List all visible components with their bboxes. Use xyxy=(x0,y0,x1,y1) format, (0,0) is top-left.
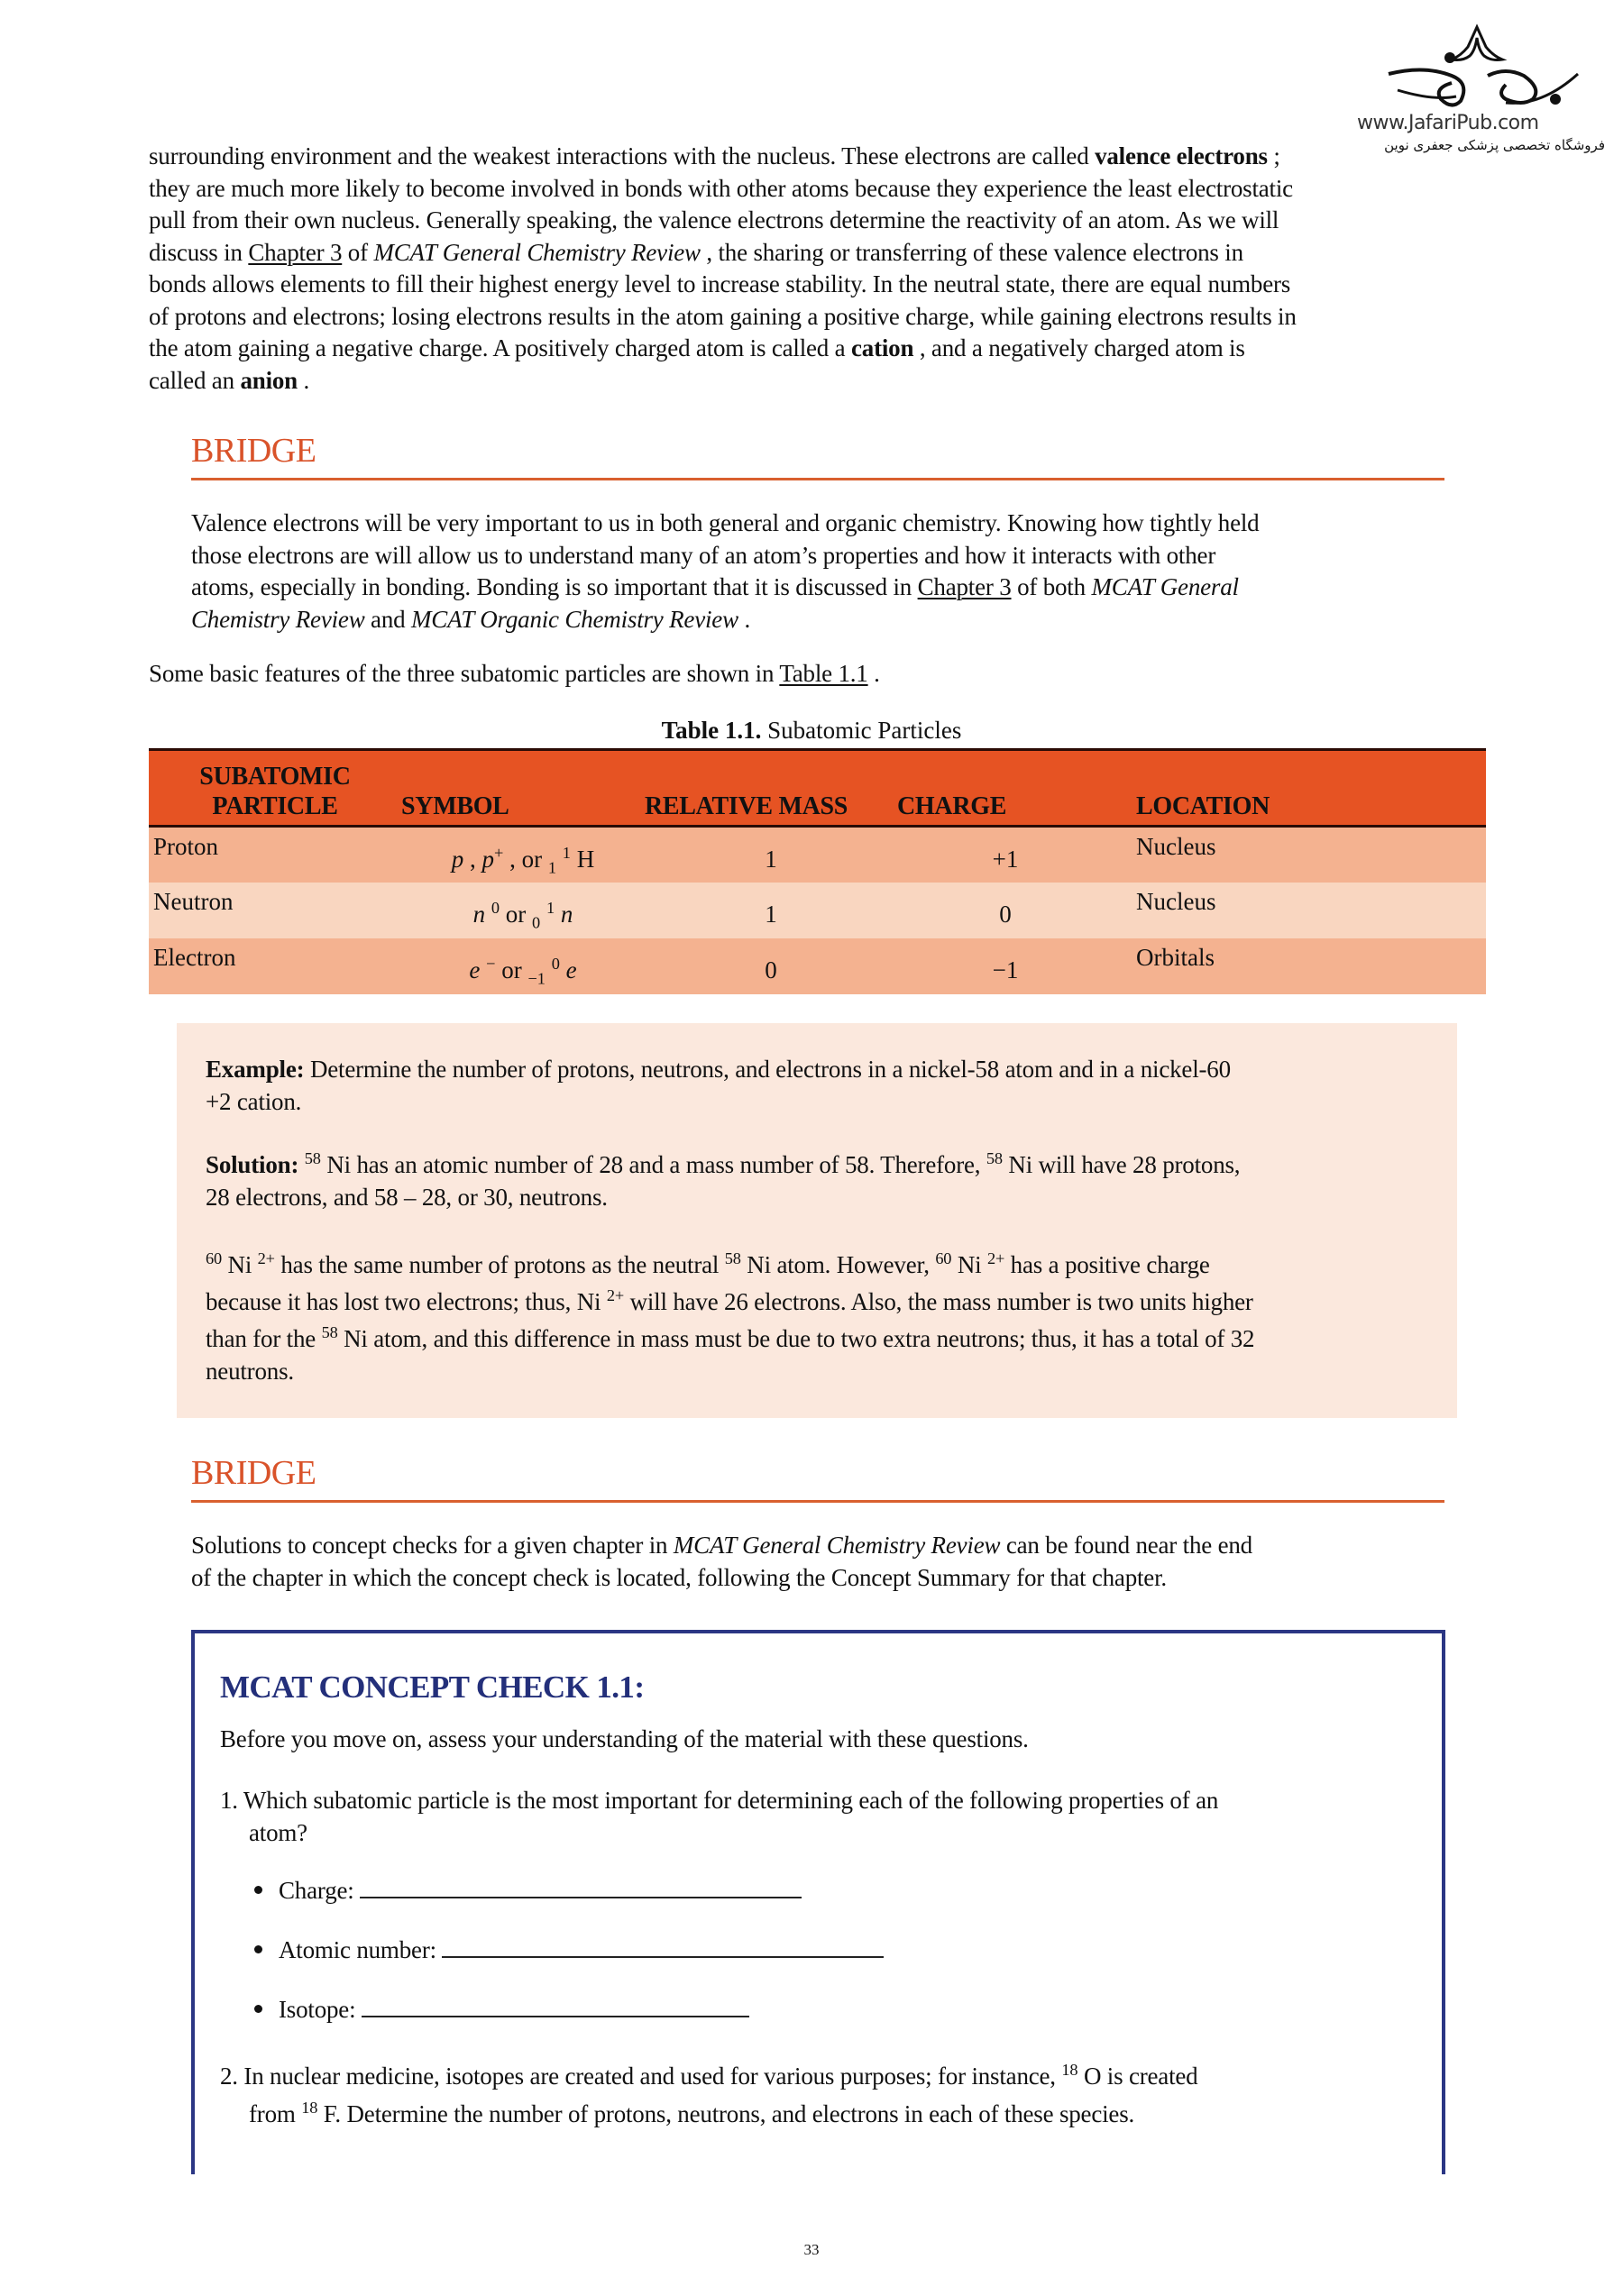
table-row xyxy=(149,883,1486,938)
cell-symbol: n $^0$ or $_0$ $^1$ n xyxy=(472,898,573,931)
question-1: 1. Which subatomic particle is the most important for determining each of the following properties of an atom? xyxy=(220,1787,1219,1846)
table-1-1-link[interactable]: Table 1.1 xyxy=(779,660,868,687)
chapter-3-link[interactable]: Chapter 3 xyxy=(248,238,343,266)
chapter-3-link[interactable]: Chapter 3 xyxy=(917,573,1012,600)
bridge-title: BRIDGE xyxy=(191,432,316,470)
bullet-icon xyxy=(254,1945,262,1953)
book-title: MCAT General Chemistry Review xyxy=(373,238,701,266)
bullet-icon xyxy=(254,2005,262,2013)
cell-location: Nucleus xyxy=(1136,887,1216,915)
header-relative-mass: RELATIVE MASS xyxy=(645,792,848,820)
atomic-number-answer-blank[interactable] xyxy=(442,1931,884,1958)
intro-paragraph: surrounding environment and the weakest interactions with the nucleus. These electrons are called valence electrons ; they are much more likely to become involved in bonds with other atoms because they experience the least electrostatic pull from their own nucleus. Generally speaking, the valence electrons determine the reactivity of an atom. As we will discuss in Chapter 3 of MCAT General Chemistry Review , the sharing or transferring of these valence electrons in bonds allows elements to fill their highest energy level to increase stability. In the neutral state, there are equal numbers of protons and electrons; losing electrons results in the atom gaining a positive charge, while gaining electrons results in the atom gaining a negative charge. A positively charged atom is called a cation , and a negatively charged atom is called an anion . xyxy=(149,142,1297,394)
example-question: Example: Determine the number of protons, neutrons, and electrons in a nickel-58 atom and in a nickel-60 +2 cation. xyxy=(206,1056,1231,1115)
bridge-sidebar-2 xyxy=(191,1453,1444,1594)
bullet-icon xyxy=(254,1886,262,1894)
table-caption: Table 1.1. Subatomic Particles xyxy=(661,717,962,744)
table-row xyxy=(149,827,1486,883)
cell-particle: Electron xyxy=(153,943,236,971)
example-solution: Solution: $^{58}$ Ni has an atomic number of 28 and a mass number of 58. Therefore, $^{58}$ Ni will have 28 protons, 28 electrons, and 58 – 28, or 30, neutrons. xyxy=(206,1149,1241,1211)
header-location: LOCATION xyxy=(1136,792,1270,820)
term-anion: anion xyxy=(240,366,298,394)
table-header-row xyxy=(149,750,1486,827)
cell-mass: 1 xyxy=(765,846,777,873)
header-charge: CHARGE xyxy=(897,792,1007,820)
concept-check-intro: Before you move on, assess your understanding of the material with these questions. xyxy=(220,1725,1029,1752)
page-number: 33 xyxy=(803,2241,820,2258)
cell-particle: Neutron xyxy=(153,887,234,915)
term-valence-electrons: valence electrons xyxy=(1095,142,1268,169)
bridge-divider xyxy=(191,1500,1444,1503)
watermark-persian-text: فروشگاه تخصصی پزشکی جعفری نوین xyxy=(1384,137,1605,153)
table-row xyxy=(149,938,1486,994)
bridge-sidebar-1 xyxy=(191,431,1444,636)
cell-location: Orbitals xyxy=(1136,943,1215,971)
table-intro-text: Some basic features of the three subatomic particles are shown in Table 1.1 . xyxy=(149,660,880,687)
cell-charge: 0 xyxy=(999,900,1012,928)
cell-charge: +1 xyxy=(992,846,1019,873)
subatomic-particles-table xyxy=(149,748,1486,994)
concept-check-title: MCAT CONCEPT CHECK 1.1: xyxy=(220,1669,645,1705)
cell-particle: Proton xyxy=(153,833,219,860)
cell-mass: 0 xyxy=(765,956,777,983)
example-box xyxy=(177,1023,1457,1418)
bridge-text: Valence electrons will be very important to us in both general and organic chemistry. Knowing how tightly held those electrons are will allow us to understand many of an atom’s properties and how it interacts with other atoms, especially in bonding. Bonding is so important that it is discussed in Chapter 3 of both MCAT General Chemistry Review and MCAT Organic Chemistry Review . xyxy=(191,509,1260,633)
term-cation: cation xyxy=(850,334,914,361)
cell-charge: −1 xyxy=(992,956,1019,983)
cell-symbol: e − or $_{-1}$ $^0$ e xyxy=(469,954,577,987)
cell-location: Nucleus xyxy=(1136,833,1216,860)
example-explanation: $^{60}$ Ni $^{2+}$ has the same number of protons as the neutral $^{58}$ Ni atom. However, $^{60}$ Ni $^{2+}$ has a positive charge because it has lost two electrons; thus, Ni $^{2+}$ will have 26 electrons. Also, the mass number is two units higher than for the $^{58}$ Ni atom, and this difference in mass must be due to two extra neutrons; thus, it has a total of 32 neutrons. xyxy=(206,1249,1255,1385)
cell-symbol: p , p+ , or $_1$ $^1$ H xyxy=(451,844,595,877)
q1-answer-charge: Charge: xyxy=(254,1871,802,1907)
jafaripub-logo-icon xyxy=(1371,20,1587,110)
isotope-answer-blank[interactable] xyxy=(362,1990,749,2017)
bridge-text: Solutions to concept checks for a given chapter in MCAT General Chemistry Review can be found near the end of the chapter in which the concept check is located, following the Concept Summary for that chapter. xyxy=(191,1532,1252,1591)
concept-check-box xyxy=(191,1630,1445,2174)
header-particle: SUBATOMIC PARTICLE xyxy=(199,763,351,820)
cell-mass: 1 xyxy=(765,900,777,928)
bridge-divider xyxy=(191,478,1444,480)
header-symbol: SYMBOL xyxy=(401,792,509,820)
q1-answer-atomic-number: Atomic number: xyxy=(254,1931,884,1967)
bridge-title: BRIDGE xyxy=(191,1454,316,1492)
q1-answer-isotope: Isotope: xyxy=(254,1990,749,2026)
question-2: 2. In nuclear medicine, isotopes are created and used for various purposes; for instance, $^{18}$ O is created from $^{18}$ F. Determine the number of protons, neutrons, and electrons in each of these species. xyxy=(220,2061,1198,2127)
watermark-url: www.JafariPub.com xyxy=(1357,112,1539,134)
charge-answer-blank[interactable] xyxy=(360,1871,802,1898)
